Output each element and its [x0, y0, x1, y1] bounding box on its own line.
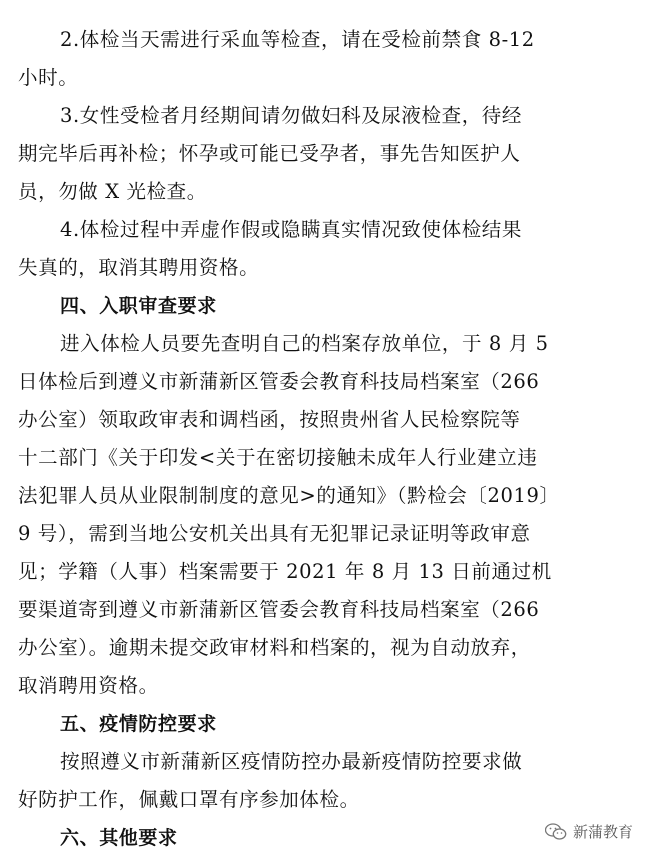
text-line: 日体检后到遵义市新蒲新区管委会教育科技局档案室（266 — [18, 370, 540, 393]
text-line: 办公室）领取政审表和调档函，按照贵州省人民检察院等 — [18, 408, 521, 431]
text-line: 按照遵义市新蒲新区疫情防控办最新疫情防控要求做 — [60, 750, 523, 773]
text-line: 要渠道寄到遵义市新蒲新区管委会教育科技局档案室（266 — [18, 598, 540, 621]
section-heading: 五、疫情防控要求 — [60, 713, 217, 735]
text-line: 失真的，取消其聘用资格。 — [18, 256, 260, 279]
text-line: 见；学籍（人事）档案需要于 2021 年 8 月 13 日前通过机 — [18, 560, 552, 583]
text-line: 2.体检当天需进行采血等检查，请在受检前禁食 8-12 — [60, 28, 535, 51]
wechat-icon — [545, 823, 567, 841]
text-line: 员，勿做 X 光检查。 — [18, 180, 207, 203]
section-heading: 四、入职审查要求 — [60, 295, 217, 317]
text-line: 9 号），需到当地公安机关出具有无犯罪记录证明等政审意 — [18, 522, 531, 545]
text-line: 进入体检人员要先查明自己的档案存放单位，于 8 月 5 — [60, 332, 549, 355]
text-line: 小时。 — [18, 66, 79, 89]
text-line: 好防护工作，佩戴口罩有序参加体检。 — [18, 788, 360, 811]
watermark-label: 新蒲教育 — [572, 823, 633, 841]
text-line: 取消聘用资格。 — [18, 674, 159, 697]
text-line: 法犯罪人员从业限制制度的意见>的通知》（黔检会〔2019〕 — [18, 484, 560, 507]
section-heading: 六、其他要求 — [60, 827, 178, 849]
text-line: 3.女性受检者月经期间请勿做妇科及尿液检查，待经 — [60, 104, 523, 127]
text-line: 十二部门《关于印发<关于在密切接触未成年人行业建立违 — [18, 446, 538, 469]
watermark — [545, 821, 633, 842]
text-line: 4.体检过程中弄虚作假或隐瞒真实情况致使体检结果 — [60, 218, 523, 241]
text-line: 期完毕后再补检；怀孕或可能已受孕者，事先告知医护人 — [18, 142, 521, 165]
text-line: 办公室）。逾期未提交政审材料和档案的，视为自动放弃， — [18, 636, 531, 659]
